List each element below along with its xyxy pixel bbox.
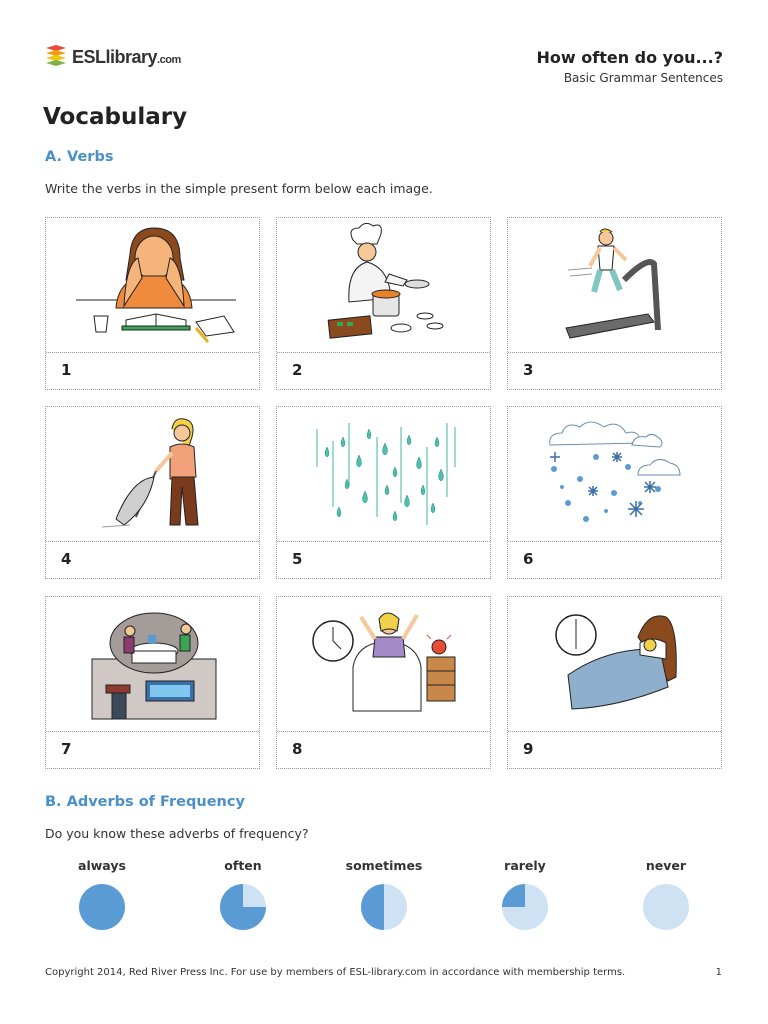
- item-number: 2: [292, 361, 303, 379]
- page-title: Vocabulary: [43, 104, 188, 130]
- treadmill-running-icon: [508, 218, 721, 353]
- frequency-pie-rarely: [501, 883, 549, 931]
- frequency-pie-often: [219, 883, 267, 931]
- copyright-notice: Copyright 2014, Red River Press Inc. For use by members of ESL-library.com in accordance with membership terms.: [45, 967, 626, 978]
- student-studying-icon: [46, 218, 259, 353]
- adverb-never: [616, 858, 716, 931]
- adverb-always: [52, 858, 152, 931]
- book-stack-logo-icon: [44, 44, 68, 70]
- pie-background: [643, 884, 689, 930]
- section-a-instruction: Write the verbs in the simple present form below each image.: [45, 181, 433, 196]
- worksheet-title: How often do you...?: [536, 48, 723, 67]
- item-number: 3: [523, 361, 534, 379]
- rain-icon: [277, 407, 490, 542]
- logo-text: ESLlibrary.com: [72, 46, 181, 67]
- adverb-sometimes: [334, 858, 434, 931]
- item-number: 5: [292, 550, 303, 568]
- frequency-pie-always: [78, 883, 126, 931]
- pie-background: [79, 884, 125, 930]
- adverb-label: never: [645, 858, 687, 873]
- pie-slice: [502, 884, 525, 907]
- frequency-pie-never: [642, 883, 690, 931]
- verb-image-grid: [45, 217, 723, 769]
- adverb-rarely: [475, 858, 575, 931]
- item-number: 4: [61, 550, 72, 568]
- adverb-label: rarely: [504, 858, 546, 873]
- restaurant-eating-out-icon: [46, 597, 259, 732]
- waking-up-icon: [277, 597, 490, 732]
- item-number: 7: [61, 740, 72, 758]
- item-number: 8: [292, 740, 303, 758]
- adverb-often: [193, 858, 293, 931]
- logo: [44, 44, 181, 70]
- item-number: 6: [523, 550, 534, 568]
- verb-card-2: [276, 217, 491, 390]
- section-a-title: A. Verbs: [45, 149, 114, 165]
- verb-card-1: [45, 217, 260, 390]
- verb-card-6: [507, 406, 722, 579]
- verb-card-7: [45, 596, 260, 769]
- verb-card-4: [45, 406, 260, 579]
- item-number: 1: [61, 361, 72, 379]
- page-number: 1: [715, 967, 722, 978]
- pie-slice: [361, 884, 384, 930]
- adverb-label: always: [78, 858, 126, 873]
- vacuuming-icon: [46, 407, 259, 542]
- verb-card-5: [276, 406, 491, 579]
- verb-card-3: [507, 217, 722, 390]
- chef-cooking-icon: [277, 218, 490, 353]
- going-to-bed-icon: [508, 597, 721, 732]
- adverb-label: sometimes: [345, 858, 423, 873]
- verb-card-8: [276, 596, 491, 769]
- verb-card-9: [507, 596, 722, 769]
- frequency-pie-sometimes: [360, 883, 408, 931]
- adverb-label: often: [224, 858, 262, 873]
- section-b-instruction: Do you know these adverbs of frequency?: [45, 826, 309, 841]
- item-number: 9: [523, 740, 534, 758]
- worksheet-subtitle: Basic Grammar Sentences: [563, 71, 723, 85]
- section-b-title: B. Adverbs of Frequency: [45, 794, 245, 810]
- snow-icon: [508, 407, 721, 542]
